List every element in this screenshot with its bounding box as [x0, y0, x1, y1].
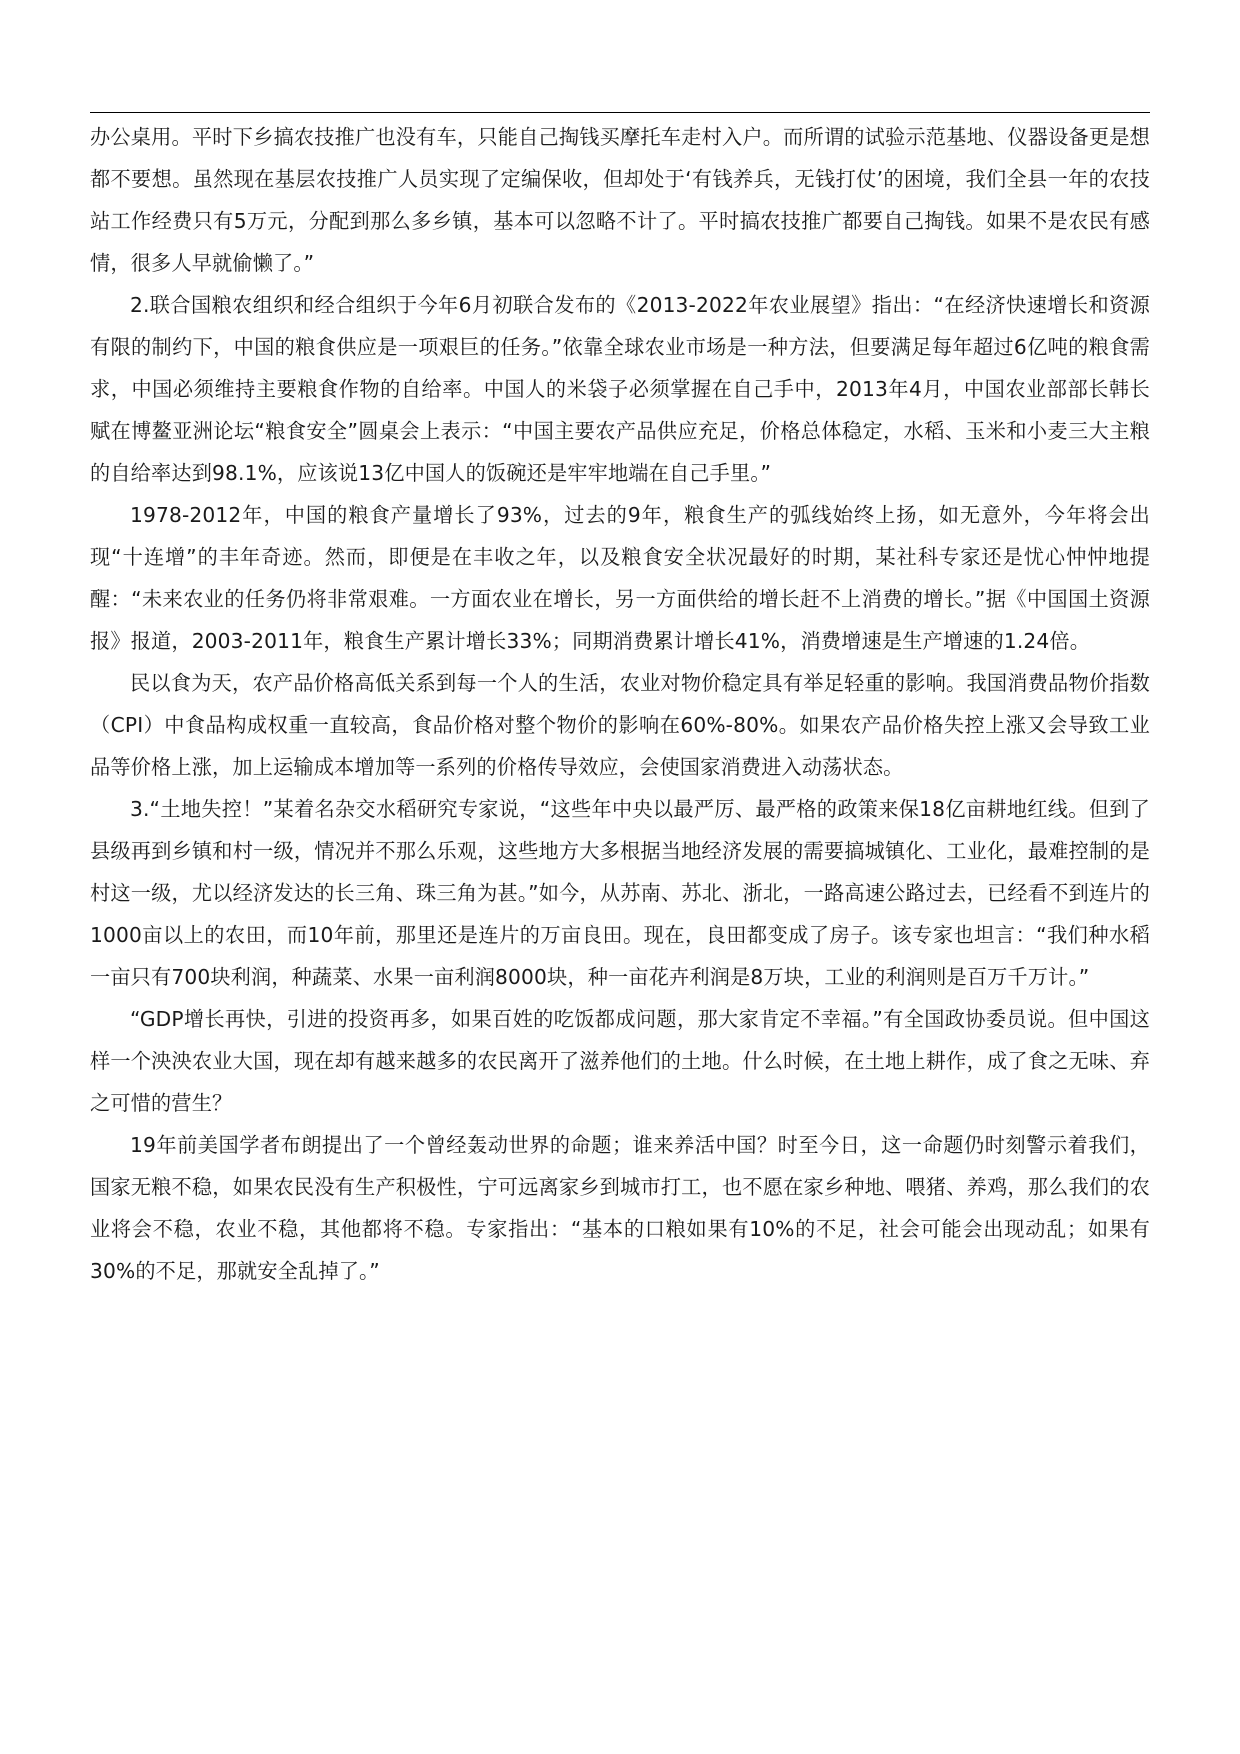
paragraph-gdp-growth: “GDP增长再快，引进的投资再多，如果百姓的吃饭都成问题，那大家肯定不幸福。”有全国政协委员说。但中国这样一个泱泱农业大国，现在却有越来越多的农民离开了滋养他们的土地。什么时候，在土地上耕作，成了食之无味、弃之可惜的营生？: [90, 1007, 1150, 1115]
paragraph-who-feeds-china: 19年前美国学者布朗提出了一个曾经轰动世界的命题；谁来养活中国？时至今日，这一命题仍时刻警示着我们，国家无粮不稳，如果农民没有生产积极性，宁可远离家乡到城市打工，也不愿在家乡种地、喂猪、养鸡，那么我们的农业将会不稳，农业不稳，其他都将不稳。专家指出：“基本的口粮如果有10%的不足，社会可能会出现动乱；如果有30%的不足，那就安全乱掉了。”: [90, 1133, 1150, 1283]
paragraph-continuation: 办公桌用。平时下乡搞农技推广也没有车，只能自己掏钱买摩托车走村入户。而所谓的试验示范基地、仪器设备更是想都不要想。虽然现在基层农技推广人员实现了定编保收，但却处于‘有钱养兵，无钱打仗’的困境，我们全县一年的农技站工作经费只有5万元，分配到那么多乡镇，基本可以忽略不计了。平时搞农技推广都要自己掏钱。如果不是农民有感情，很多人早就偷懒了。”: [90, 125, 1150, 275]
document-body: [90, 116, 1150, 1292]
paragraph-grain-outlook: 2.联合国粮农组织和经合组织于今年6月初联合发布的《2013-2022年农业展望》指出：“在经济快速增长和资源有限的制约下，中国的粮食供应是一项艰巨的任务。”依靠全球农业市场是一种方法，但要满足每年超过6亿吨的粮食需求，中国必须维持主要粮食作物的自给率。中国人的米袋子必须掌握在自己手中，2013年4月，中国农业部部长韩长赋在博鳌亚洲论坛“粮食安全”圆桌会上表示：“中国主要农产品供应充足，价格总体稳定，水稻、玉米和小麦三大主粮的自给率达到98.1%，应该说13亿中国人的饭碗还是牢牢地端在自己手里。”: [90, 293, 1150, 485]
paragraph-land-control: 3.“土地失控！”某着名杂交水稻研究专家说，“这些年中央以最严厉、最严格的政策来保18亿亩耕地红线。但到了县级再到乡镇和村一级，情况并不那么乐观，这些地方大多根据当地经济发展的需要搞城镇化、工业化，最难控制的是村这一级，尤以经济发达的长三角、珠三角为甚。”如今，从苏南、苏北、浙北，一路高速公路过去，已经看不到连片的1000亩以上的农田，而10年前，那里还是连片的万亩良田。现在，良田都变成了房子。该专家也坦言：“我们种水稻一亩只有700块利润，种蔬菜、水果一亩利润8000块，种一亩花卉利润是8万块，工业的利润则是百万千万计。”: [90, 797, 1150, 989]
paragraph-grain-production: 1978-2012年，中国的粮食产量增长了93%，过去的9年，粮食生产的弧线始终上扬，如无意外，今年将会出现“十连增”的丰年奇迹。然而，即便是在丰收之年，以及粮食安全状况最好的时期，某社科专家还是忧心忡忡地提醒：“未来农业的任务仍将非常艰难。一方面农业在增长，另一方面供给的增长赶不上消费的增长。”据《中国国土资源报》报道，2003-2011年，粮食生产累计增长33%；同期消费累计增长41%，消费增速是生产增速的1.24倍。: [90, 503, 1150, 653]
paragraph-food-prices: 民以食为天，农产品价格高低关系到每一个人的生活，农业对物价稳定具有举足轻重的影响。我国消费品物价指数（CPI）中食品构成权重一直较高，食品价格对整个物价的影响在60%-80%。如果农产品价格失控上涨又会导致工业品等价格上涨，加上运输成本增加等一系列的价格传导效应，会使国家消费进入动荡状态。: [90, 671, 1150, 779]
header-divider: [90, 112, 1150, 113]
